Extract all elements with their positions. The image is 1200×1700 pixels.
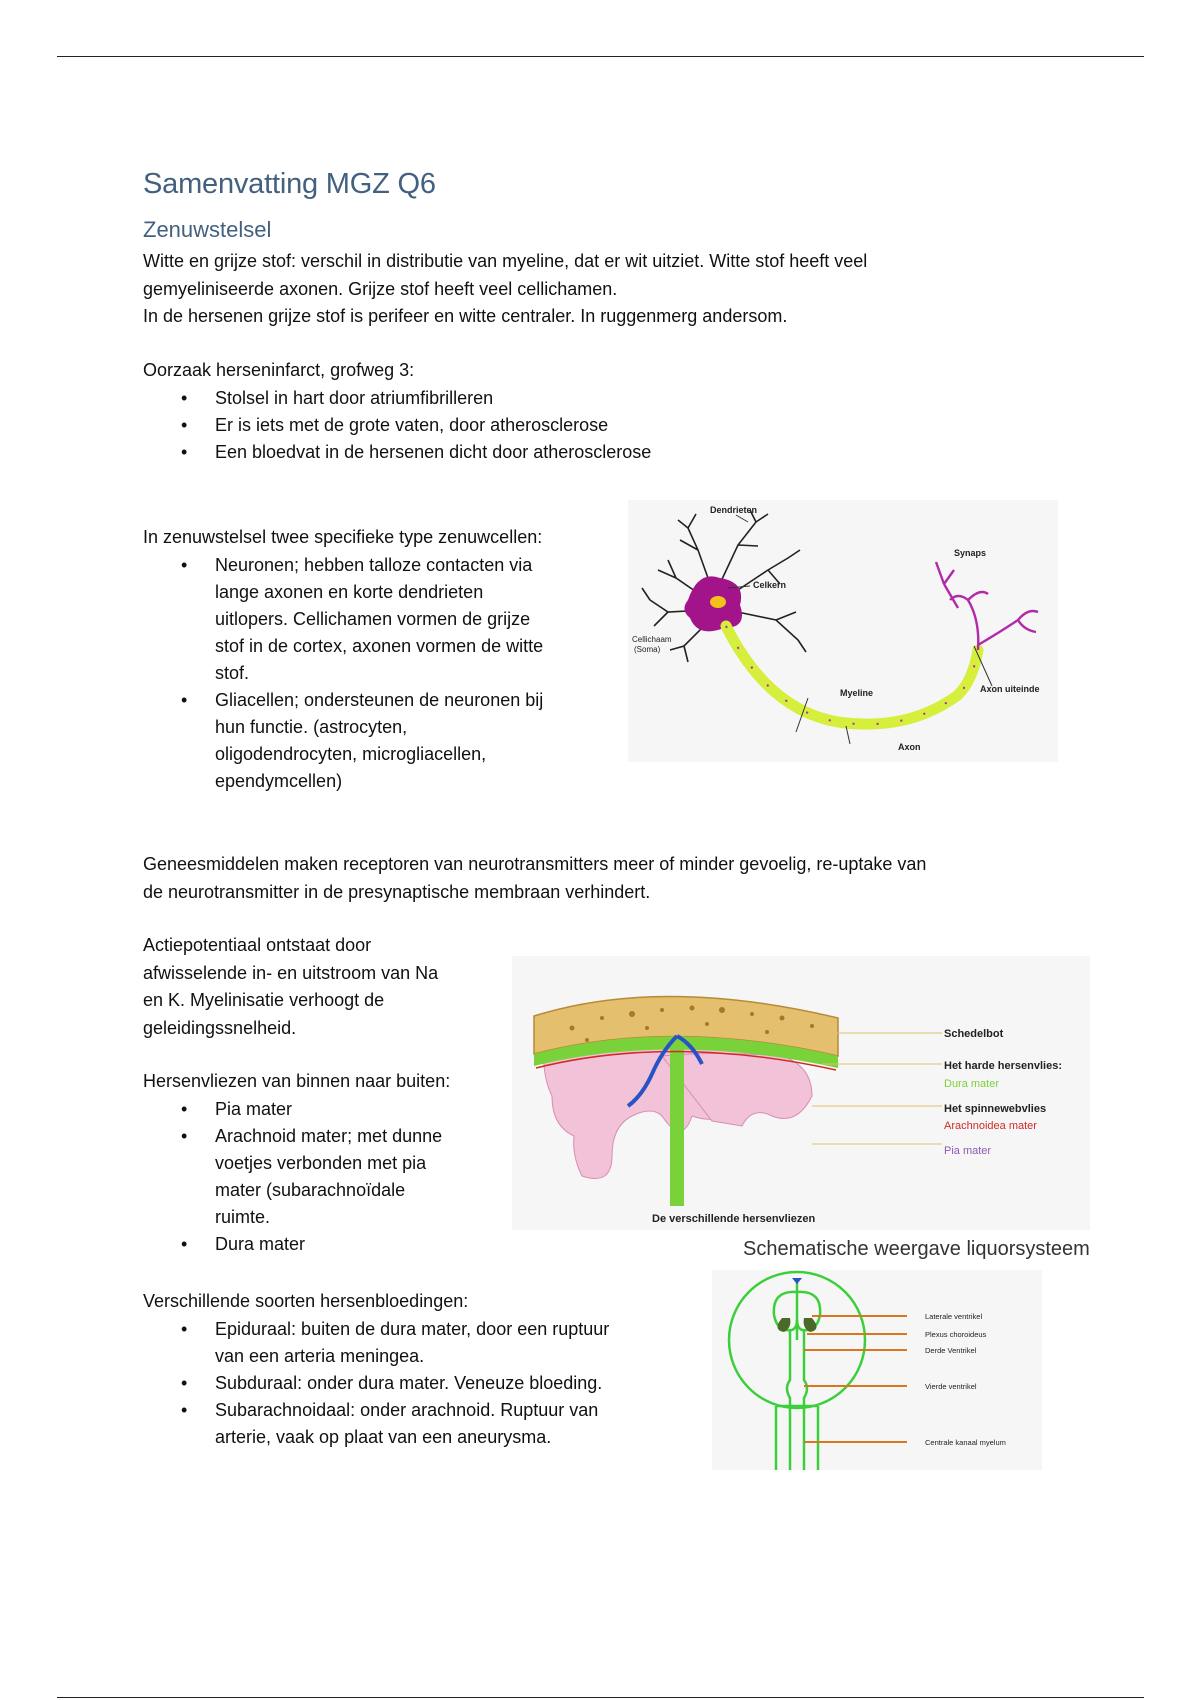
label-fourth: Vierde ventrikel	[925, 1382, 977, 1391]
ventricle-title: Schematische weergave liquorsysteem	[743, 1238, 1090, 1260]
meninges-diagram	[512, 956, 1090, 1230]
header-rule	[57, 56, 1144, 57]
cells-section	[143, 524, 613, 795]
label-central: Centrale kanaal myelum	[925, 1438, 1006, 1447]
list-item: • Stolsel in hart door atriumfibrilleren	[143, 385, 1043, 412]
ventricle-leaders	[804, 1316, 907, 1442]
drugs-line: de neurotransmitter in de presynaptische membraan verhindert.	[143, 881, 651, 902]
list-line: Neuronen; hebben talloze contacten via	[215, 554, 533, 575]
action-line: afwisselende in- en uitstroom van Na	[143, 962, 439, 983]
bleeding-heading: Verschillende soorten hersenbloedingen:	[143, 1291, 469, 1311]
label-arachnoid: Het spinnewebvlies	[944, 1103, 1047, 1115]
label-plexus: Plexus choroideus	[925, 1330, 987, 1339]
meninges-list	[143, 1096, 523, 1258]
list-item	[143, 1397, 703, 1451]
label-soma: Cellichaam	[632, 635, 672, 644]
label-dura: Het harde hersenvlies:	[944, 1060, 1062, 1072]
list-item	[143, 687, 613, 795]
infarct-list	[143, 385, 1043, 466]
list-item	[143, 1316, 703, 1370]
list-line: mater (subarachnoïdale	[215, 1179, 406, 1200]
axon-myelin	[726, 626, 978, 724]
label-soma-sub: (Soma)	[634, 645, 661, 654]
label-pia: Pia mater	[944, 1145, 992, 1157]
footer-rule	[57, 1697, 1144, 1698]
infarct-heading: Oorzaak herseninfarct, grofweg 3:	[143, 360, 415, 380]
intro-line: Witte en grijze stof: verschil in distributie van myeline, dat er wit uitziet. Witte stof heeft veel	[143, 251, 868, 271]
label-synapse: Synaps	[954, 548, 987, 558]
label-skull: Schedelbot	[944, 1028, 1004, 1040]
action-line: en K. Myelinisatie verhoogt de	[143, 990, 385, 1010]
nucleus	[710, 596, 726, 608]
label-dura-latin: Dura mater	[944, 1078, 1000, 1090]
label-axon-end: Axon uiteinde	[980, 684, 1040, 694]
drugs-paragraph	[143, 851, 1103, 906]
list-item	[143, 1096, 523, 1123]
intro-line: gemyeliniseerde axonen. Grijze stof heeft veel cellichamen.	[143, 278, 618, 299]
list-line: lange axonen en korte dendrieten	[215, 581, 484, 602]
list-item	[143, 1231, 523, 1258]
list-item	[143, 1370, 703, 1397]
action-line: geleidingssnelheid.	[143, 1017, 297, 1038]
list-line: Dura mater	[215, 1233, 306, 1254]
ventricle-outline	[729, 1272, 865, 1470]
list-line: Gliacellen; ondersteunen de neuronen bij	[215, 689, 544, 710]
label-third: Derde Ventrikel	[925, 1346, 977, 1355]
list-line: stof.	[215, 662, 250, 683]
section-title: Zenuwstelsel	[143, 217, 272, 242]
list-item	[143, 1123, 523, 1231]
list-line: Epiduraal: buiten de dura mater, door een ruptuur	[215, 1318, 610, 1339]
neuron-leaders	[728, 515, 992, 744]
list-item: • Er is iets met de grote vaten, door atherosclerose	[143, 412, 1043, 439]
list-line: Pia mater	[215, 1098, 293, 1119]
action-line: Actiepotentiaal ontstaat door	[143, 935, 372, 955]
neuron-diagram	[628, 500, 1058, 762]
list-line: van een arteria meningea.	[215, 1345, 425, 1366]
falx	[670, 1036, 684, 1206]
list-line: stof in de cortex, axonen vormen de witte	[215, 635, 544, 656]
bleeding-section	[143, 1288, 703, 1451]
list-line: arterie, vaak op plaat van een aneurysma.	[215, 1426, 552, 1447]
list-item: • Een bloedvat in de hersenen dicht door atherosclerose	[143, 439, 1043, 466]
list-line: Arachnoid mater; met dunne	[215, 1125, 443, 1146]
drugs-line: Geneesmiddelen maken receptoren van neurotransmitters meer of minder gevoelig, re-uptake van	[143, 854, 927, 874]
list-line: Subduraal: onder dura mater. Veneuze bloeding.	[215, 1372, 603, 1393]
label-axon: Axon	[898, 742, 921, 752]
list-line: hun functie. (astrocyten,	[215, 716, 408, 737]
meninges-caption: De verschillende hersenvliezen	[652, 1213, 816, 1225]
meninges-section	[143, 1068, 523, 1258]
label-nucleus: Celkern	[753, 580, 787, 590]
list-line: voetjes verbonden met pia	[215, 1152, 427, 1173]
list-line: uitlopers. Cellichamen vormen de grijze	[215, 608, 531, 629]
label-lateral: Laterale ventrikel	[925, 1312, 983, 1321]
list-item	[143, 552, 613, 687]
action-paragraph	[143, 932, 503, 1042]
label-dendrites: Dendrieten	[710, 505, 758, 515]
meninges-heading: Hersenvliezen van binnen naar buiten:	[143, 1071, 451, 1091]
intro-paragraph	[143, 248, 1063, 331]
infarct-section	[143, 357, 1043, 466]
page-title: Samenvatting MGZ Q6	[143, 168, 436, 200]
intro-line: In de hersenen grijze stof is perifeer en witte centraler. In ruggenmerg andersom.	[143, 306, 788, 326]
bleeding-list	[143, 1316, 703, 1451]
list-line: Subarachnoidaal: onder arachnoid. Ruptuur van	[215, 1399, 599, 1420]
vessel-top	[792, 1278, 802, 1284]
label-arachnoid-latin: Arachnoidea mater	[944, 1120, 1037, 1132]
list-line: ependymcellen)	[215, 770, 343, 791]
label-myelin: Myeline	[840, 688, 874, 698]
cells-list	[143, 552, 613, 795]
axon-terminal	[936, 562, 1038, 650]
list-line: oligodendrocyten, microgliacellen,	[215, 743, 487, 764]
cells-heading: In zenuwstelsel twee specifieke type zenuwcellen:	[143, 527, 543, 547]
list-line: ruimte.	[215, 1206, 271, 1227]
ventricle-diagram	[712, 1270, 1042, 1470]
